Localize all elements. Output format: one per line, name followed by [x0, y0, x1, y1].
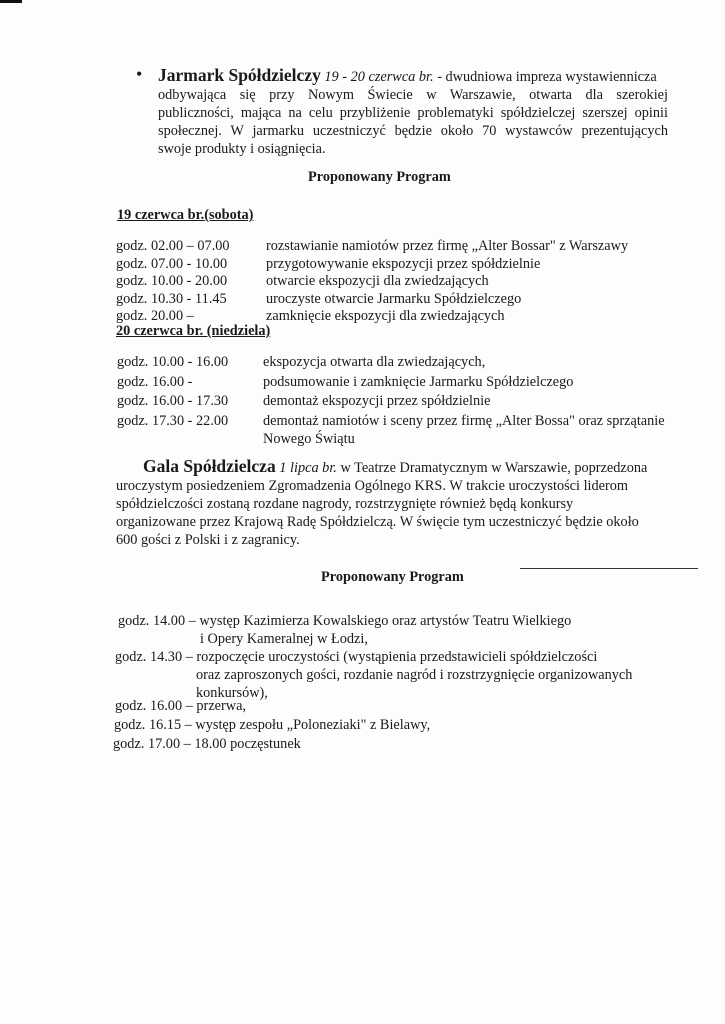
day2-label: 20 czerwca br. (niedziela): [116, 323, 271, 339]
schedule-time: godz. 10.00 - 20.00: [116, 273, 228, 290]
scan-corner-mark: [0, 0, 22, 3]
program-item-text: godz. 14.00 – występ Kazimierza Kowalskiego oraz artystów Teatru Wielkiego: [118, 613, 572, 629]
program-item-continuation: konkursów),: [196, 685, 268, 701]
gala-line: organizowane przez Krajową Radę Spółdzielczą. W święcie tym uczestniczyć będzie około: [116, 514, 639, 530]
jarmark-date: 19 - 20 czerwca br.: [324, 69, 434, 85]
schedule-time: godz. 16.00 - 17.30: [117, 393, 229, 409]
schedule-description: [263, 392, 490, 410]
gala-line1-rest: w Teatrze Dramatycznym w Warszawie, poprzedzona: [340, 460, 648, 476]
program-item-text: godz. 16.15 – występ zespołu „Poloneziaki" z Bielawy,: [114, 717, 431, 733]
program-item: [118, 612, 571, 648]
schedule-description: [266, 272, 489, 290]
schedule-description: [266, 255, 540, 273]
program-item-text: godz. 17.00 – 18.00 poczęstunek: [113, 736, 301, 752]
jarmark-line: swoje produkty i osiągnięcia.: [158, 141, 326, 157]
schedule-time: godz. 20.00 –: [116, 308, 194, 325]
gala-line: uroczystym posiedzeniem Zgromadzenia Ogólnego KRS. W trakcie uroczystości liderom: [116, 478, 629, 494]
schedule-description-line: przygotowywanie ekspozycji przez spółdzielnie: [266, 255, 541, 272]
schedule-description: [266, 307, 505, 325]
schedule-description-line: otwarcie ekspozycji dla zwiedzających: [266, 273, 489, 290]
schedule-description-line: podsumowanie i zamknięcie Jarmarku Spółdzielczego: [263, 373, 574, 390]
jarmark-line: społecznej. W jarmarku uczestniczyć będzie około 70 wystawców prezentujących: [158, 123, 668, 139]
program-item-text: godz. 16.00 – przerwa,: [115, 698, 247, 714]
schedule-description-line: demontaż namiotów i sceny przez firmę „Alter Bossa" oraz sprzątanie: [263, 412, 665, 429]
gala-line: 600 gości z Polski i z zagranicy.: [116, 532, 300, 548]
program-item: [114, 716, 430, 734]
schedule-time: godz. 10.30 - 11.45: [116, 290, 227, 307]
gala-first-line: [116, 457, 676, 477]
schedule-description-line: ekspozycja otwarta dla zwiedzających,: [263, 354, 486, 370]
schedule-description-line: uroczyste otwarcie Jarmarku Spółdzielczego: [266, 290, 522, 307]
divider-line: [520, 568, 698, 569]
program-item: [115, 697, 246, 715]
program-item-continuation: oraz zaproszonych gości, rozdanie nagród i rozstrzygnięcie organizowanych: [196, 667, 633, 683]
jarmark-line1-rest: - dwudniowa impreza wystawiennicza: [437, 69, 657, 85]
program-item: [113, 735, 301, 753]
schedule-time: godz. 07.00 - 10.00: [116, 255, 228, 272]
schedule-time: godz. 02.00 – 07.00: [116, 238, 230, 254]
gala-paragraph: [116, 457, 676, 549]
jarmark-paragraph: [158, 66, 668, 158]
jarmark-title: Jarmark Spółdzielczy: [158, 65, 321, 85]
schedule-description-line: demontaż ekspozycji przez spółdzielnie: [263, 393, 491, 409]
gala-line: spółdzielczości zostaną rozdane nagrody, rozstrzygnięte również będą konkursy: [116, 496, 574, 512]
schedule-description-line: Nowego Świątu: [263, 430, 355, 447]
schedule-description: [263, 412, 665, 448]
schedule-time: godz. 10.00 - 16.00: [117, 354, 229, 370]
day1-label: 19 czerwca br.(sobota): [117, 207, 254, 223]
gala-title: Gala Spółdzielcza: [143, 456, 276, 476]
jarmark-first-line: [158, 66, 668, 86]
schedule-description: [266, 237, 628, 255]
schedule-description: [263, 353, 485, 371]
jarmark-line: odbywająca się przy Nowym Świecie w Warszawie, otwarta dla szerokiej: [158, 87, 668, 103]
schedule-description-line: zamknięcie ekspozycji dla zwiedzających: [266, 308, 505, 325]
schedule-description: [266, 290, 521, 308]
program-item-text: godz. 14.30 – rozpoczęcie uroczystości (wystąpienia przedstawicieli spółdzielczości: [115, 649, 598, 665]
program1-heading: Proponowany Program: [308, 169, 451, 185]
program-item-continuation: i Opery Kameralnej w Łodzi,: [200, 631, 368, 647]
schedule-time: godz. 17.30 - 22.00: [117, 412, 229, 429]
jarmark-line: publiczności, mająca na celu przybliżenie problematyki spółdzielczej szerszej opinii: [158, 105, 668, 121]
schedule-description-line: rozstawianie namiotów przez firmę „Alter Bossar" z Warszawy: [266, 238, 629, 254]
bullet-point: •: [136, 64, 143, 84]
gala-date: 1 lipca br.: [279, 460, 337, 476]
schedule-time: godz. 16.00 -: [117, 373, 193, 390]
program2-heading: Proponowany Program: [321, 569, 464, 585]
schedule-description: [263, 373, 573, 391]
program-item: [115, 648, 632, 702]
